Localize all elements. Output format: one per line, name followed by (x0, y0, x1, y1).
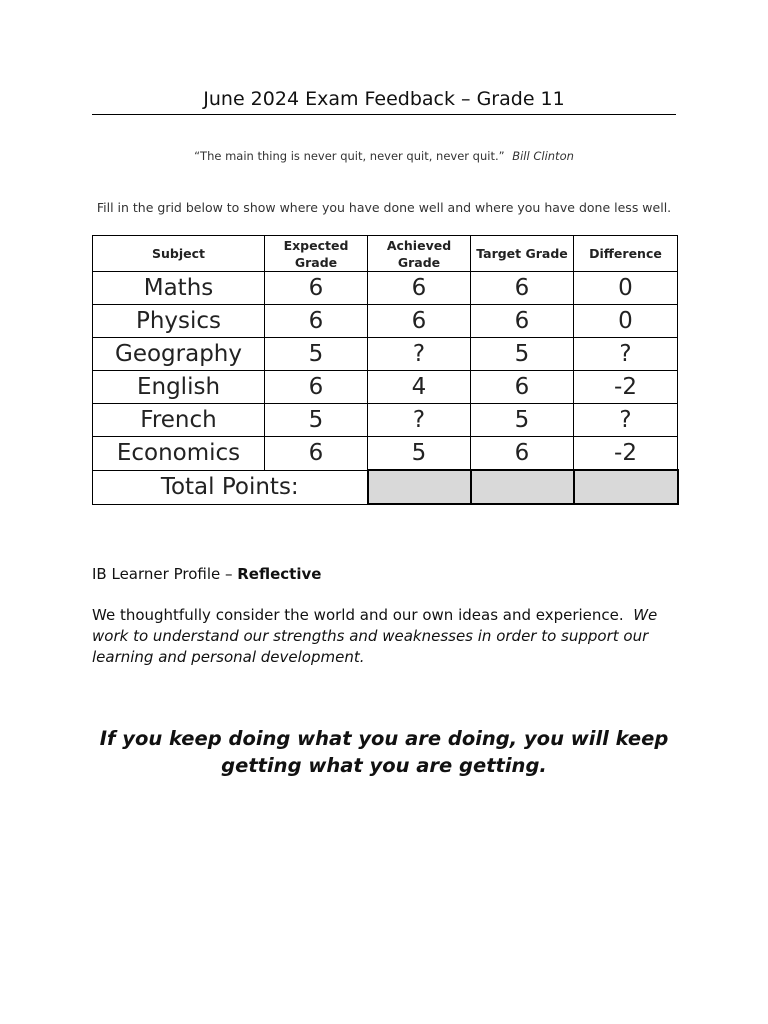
total-points-label: Total Points: (93, 470, 368, 504)
profile-text-plain: We thoughtfully consider the world and our own ideas and experience. (92, 606, 624, 624)
learner-profile-prefix: IB Learner Profile – (92, 565, 238, 583)
cell-expected[interactable]: 6 (265, 305, 368, 338)
cell-difference[interactable]: 0 (574, 305, 678, 338)
table-row (93, 404, 678, 437)
cell-achieved[interactable]: 4 (368, 371, 471, 404)
cell-subject[interactable]: Economics (93, 437, 265, 471)
cell-achieved[interactable]: ? (368, 404, 471, 437)
quote-author: Bill Clinton (512, 149, 574, 163)
cell-subject[interactable]: Maths (93, 272, 265, 305)
quote (92, 149, 676, 163)
cell-difference[interactable]: -2 (574, 371, 678, 404)
table-row (93, 338, 678, 371)
cell-achieved[interactable]: 6 (368, 272, 471, 305)
cell-expected[interactable]: 6 (265, 437, 368, 471)
cell-expected[interactable]: 5 (265, 404, 368, 437)
cell-subject[interactable]: Physics (93, 305, 265, 338)
cell-difference[interactable]: ? (574, 338, 678, 371)
cell-achieved[interactable]: 6 (368, 305, 471, 338)
total-row (93, 470, 678, 504)
cell-subject[interactable]: French (93, 404, 265, 437)
total-target-cell[interactable] (471, 470, 574, 504)
page-title: June 2024 Exam Feedback – Grade 11 (92, 84, 676, 115)
cell-target[interactable]: 6 (471, 305, 574, 338)
header-subject: Subject (93, 236, 265, 272)
motto: If you keep doing what you are doing, you will keep getting what you are getting. (99, 727, 669, 777)
cell-target[interactable]: 6 (471, 272, 574, 305)
header-expected-grade: Expected Grade (265, 236, 368, 272)
table-row (93, 437, 678, 471)
cell-subject[interactable]: Geography (93, 338, 265, 371)
learner-profile-description (92, 605, 676, 668)
cell-achieved[interactable]: 5 (368, 437, 471, 471)
table-header-row (93, 236, 678, 272)
header-target-grade: Target Grade (471, 236, 574, 272)
cell-target[interactable]: 6 (471, 371, 574, 404)
table-row (93, 371, 678, 404)
header-achieved-grade: Achieved Grade (368, 236, 471, 272)
total-achieved-cell[interactable] (368, 470, 471, 504)
learner-profile-trait: Reflective (237, 565, 322, 583)
profile-text-italic: We work to understand our strengths and weaknesses in order to support our learning and personal development. (92, 606, 658, 666)
header-difference: Difference (574, 236, 678, 272)
cell-target[interactable]: 5 (471, 404, 574, 437)
cell-expected[interactable]: 6 (265, 371, 368, 404)
cell-achieved[interactable]: ? (368, 338, 471, 371)
cell-difference[interactable]: ? (574, 404, 678, 437)
learner-profile-heading (92, 565, 321, 583)
cell-target[interactable]: 5 (471, 338, 574, 371)
cell-expected[interactable]: 6 (265, 272, 368, 305)
cell-difference[interactable]: -2 (574, 437, 678, 471)
cell-subject[interactable]: English (93, 371, 265, 404)
cell-target[interactable]: 6 (471, 437, 574, 471)
quote-text: “The main thing is never quit, never quit, never quit.” (194, 149, 505, 163)
instruction-text: Fill in the grid below to show where you have done well and where you have done less well. (96, 200, 672, 215)
table-row (93, 305, 678, 338)
grades-table (92, 235, 679, 505)
table-row (93, 272, 678, 305)
total-difference-cell[interactable] (574, 470, 678, 504)
cell-difference[interactable]: 0 (574, 272, 678, 305)
cell-expected[interactable]: 5 (265, 338, 368, 371)
